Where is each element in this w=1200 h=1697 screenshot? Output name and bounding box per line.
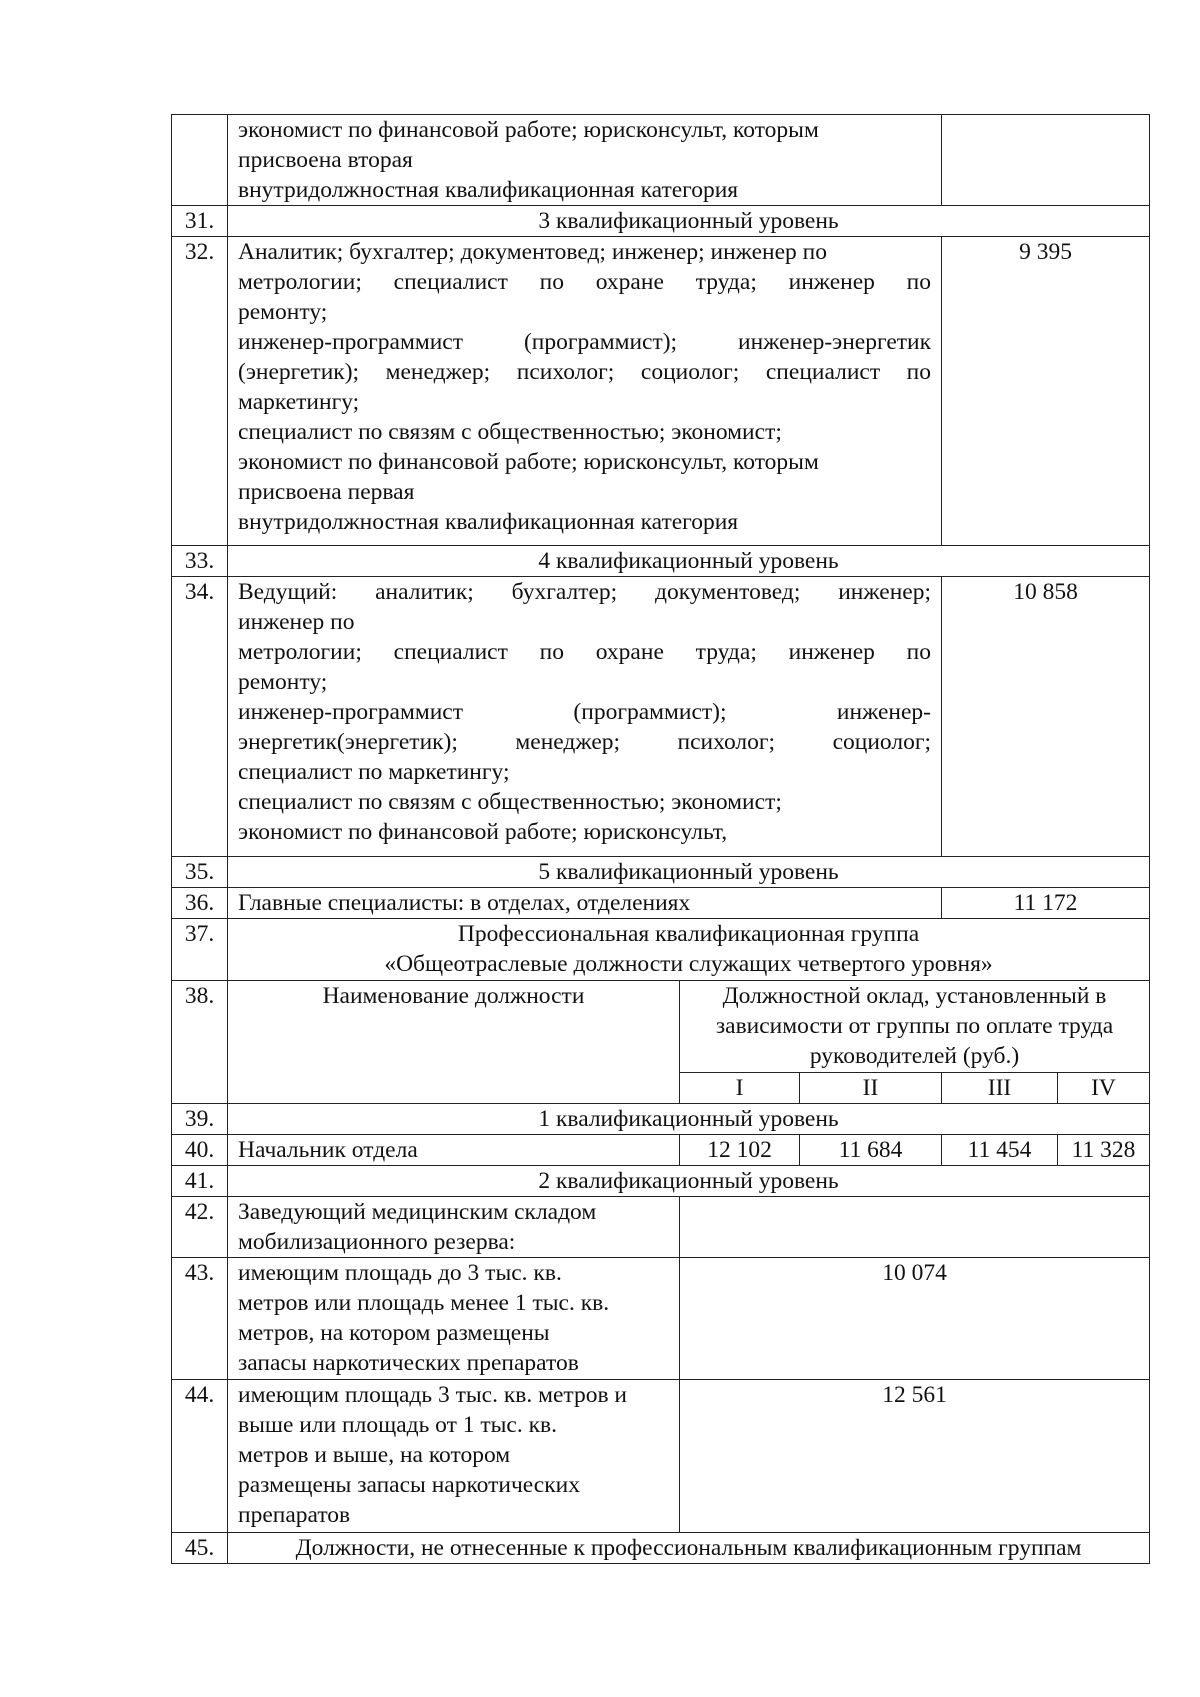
salary-cell: 10 074 xyxy=(680,1258,1150,1380)
group-header-4: IV xyxy=(1058,1073,1150,1104)
qualification-level: 2 квалификационный уровень xyxy=(228,1166,1150,1197)
row-number: 34. xyxy=(172,577,228,857)
table-row xyxy=(172,1104,1150,1135)
position-cell: Заведующий медицинским складом мобилизационного резерва: xyxy=(228,1197,680,1258)
table-row xyxy=(172,1533,1150,1564)
row-number: 44. xyxy=(172,1380,228,1533)
position-cell: имеющим площадь до 3 тыс. кв. метров или площадь менее 1 тыс. кв. метров, на котором размещены запасы наркотических препаратов xyxy=(228,1258,680,1380)
qualification-level: 3 квалификационный уровень xyxy=(228,206,1150,237)
row-number: 35. xyxy=(172,857,228,888)
row-number: 41. xyxy=(172,1166,228,1197)
row-number: 37. xyxy=(172,919,228,981)
position-cell: имеющим площадь 3 тыс. кв. метров и выше или площадь от 1 тыс. кв. метров и выше, на котором размещены запасы наркотических препаратов xyxy=(228,1380,680,1533)
qualification-level: 4 квалификационный уровень xyxy=(228,546,1150,577)
table-row xyxy=(172,1380,1150,1533)
group-header-1: I xyxy=(680,1073,800,1104)
salary-group-4: 11 328 xyxy=(1058,1135,1150,1166)
group-header-3: III xyxy=(942,1073,1058,1104)
table-row xyxy=(172,1135,1150,1166)
salary-cell: 12 561 xyxy=(680,1380,1150,1533)
table-row xyxy=(172,577,1150,857)
salary-cell xyxy=(680,1197,1150,1258)
table-row xyxy=(172,888,1150,919)
row-number: 43. xyxy=(172,1258,228,1380)
table-header-row xyxy=(172,981,1150,1073)
column-header-position: Наименование должности xyxy=(228,981,680,1104)
row-number: 38. xyxy=(172,981,228,1104)
salary-group-3: 11 454 xyxy=(942,1135,1058,1166)
salary-cell xyxy=(942,115,1150,206)
salary-cell: 11 172 xyxy=(942,888,1150,919)
position-cell: Ведущий: аналитик; бухгалтер; документовед; инженер; инженер по метрологии; специалист по охране труда; инженер по ремонту; инженер-программист (программист); инженер- энергетик(энергетик); менеджер; психолог; социолог; специалист по маркетингу; специалист по связям с общественностью; экономист; экономист по финансовой работе; юрисконсульт, xyxy=(228,577,942,857)
position-cell: экономист по финансовой работе; юрисконсульт, которым присвоена вторая внутридолжностная квалификационная категория xyxy=(228,115,942,206)
row-number: 39. xyxy=(172,1104,228,1135)
salary-group-1: 12 102 xyxy=(680,1135,800,1166)
table-row xyxy=(172,1166,1150,1197)
table-row xyxy=(172,546,1150,577)
table-row xyxy=(172,1197,1150,1258)
position-cell: Аналитик; бухгалтер; документовед; инженер; инженер по метрологии; специалист по охране труда; инженер по ремонту; инженер-программист (программист); инженер-энергетик (энергетик); менеджер; психолог; социолог; специалист по маркетингу; специалист по связям с общественностью; экономист; экономист по финансовой работе; юрисконсульт, которым присвоена первая внутридолжностная квалификационная категория xyxy=(228,237,942,546)
table-row xyxy=(172,919,1150,981)
position-cell: Главные специалисты: в отделах, отделениях xyxy=(228,888,942,919)
qualification-level: 1 квалификационный уровень xyxy=(228,1104,1150,1135)
table-row xyxy=(172,1258,1150,1380)
row-number: 36. xyxy=(172,888,228,919)
salary-cell: 10 858 xyxy=(942,577,1150,857)
row-number: 32. xyxy=(172,237,228,546)
column-header-salary: Должностной оклад, установленный в зависимости от группы по оплате труда руководителей (руб.) xyxy=(680,981,1150,1073)
row-number xyxy=(172,115,228,206)
table-row xyxy=(172,857,1150,888)
row-number: 40. xyxy=(172,1135,228,1166)
row-number: 33. xyxy=(172,546,228,577)
position-cell: Начальник отдела xyxy=(228,1135,680,1166)
salary-group-2: 11 684 xyxy=(800,1135,942,1166)
qualification-level: 5 квалификационный уровень xyxy=(228,857,1150,888)
row-number: 45. xyxy=(172,1533,228,1564)
row-number: 42. xyxy=(172,1197,228,1258)
row-number: 31. xyxy=(172,206,228,237)
table-row xyxy=(172,115,1150,206)
table-row xyxy=(172,206,1150,237)
salary-cell: 9 395 xyxy=(942,237,1150,546)
group-header-2: II xyxy=(800,1073,942,1104)
table-row xyxy=(172,237,1150,546)
salary-table xyxy=(171,114,1150,1564)
group-title: Профессиональная квалификационная группа «Общеотраслевые должности служащих четвертого уровня» xyxy=(228,919,1150,981)
qualification-level: Должности, не отнесенные к профессиональным квалификационным группам xyxy=(228,1533,1150,1564)
